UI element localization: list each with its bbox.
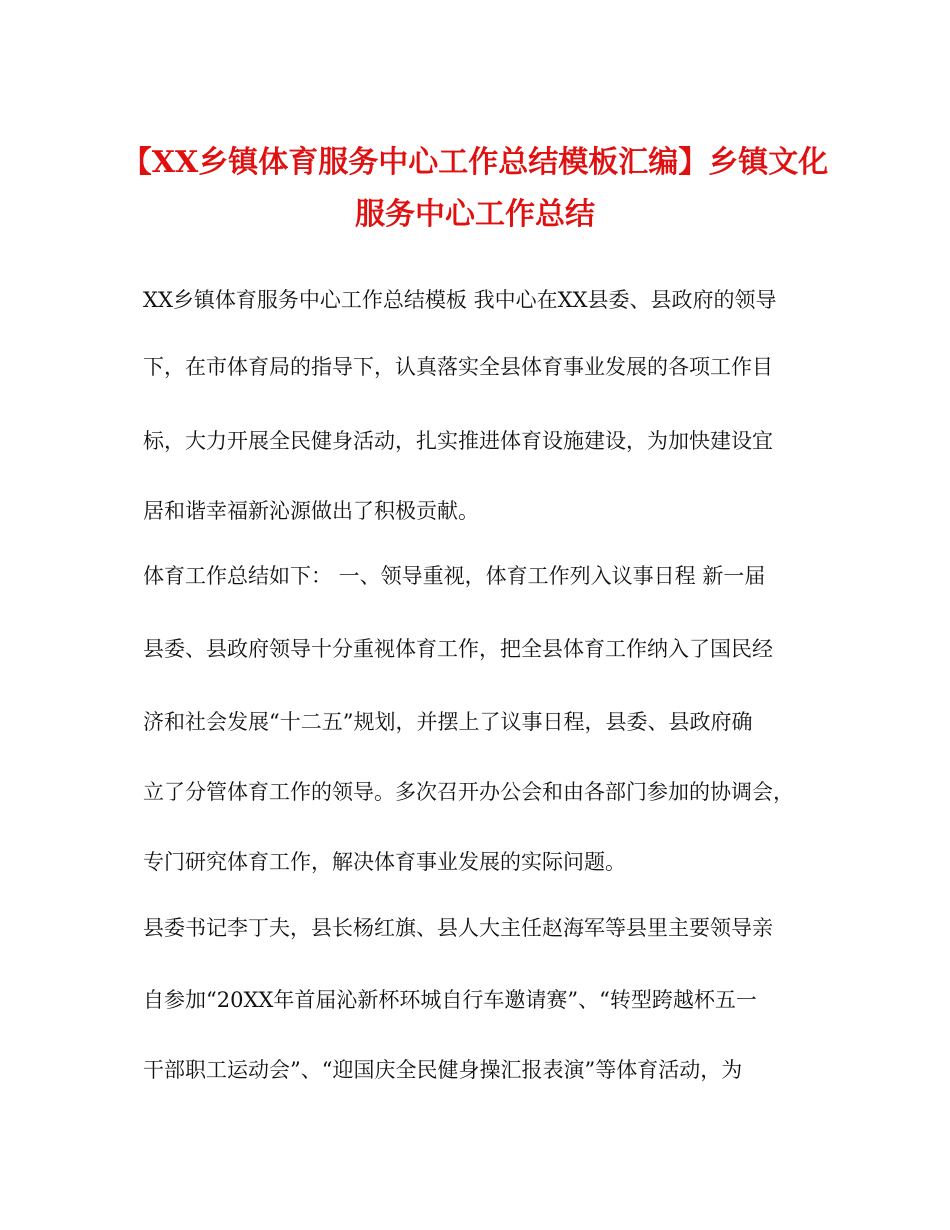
paragraph-1-line-4: 居和谐幸福新沁源做出了积极贡献。	[143, 499, 479, 523]
document-title-line-2: 服务中心工作总结	[355, 197, 595, 232]
document-title-line-1: 【XX乡镇体育服务中心工作总结模板汇编】乡镇文化	[121, 145, 829, 180]
paragraph-2-line-5: 专门研究体育工作，解决体育事业发展的实际问题。	[143, 850, 626, 874]
paragraph-3-line-1: 县委书记李丁夫，县长杨红旗、县人大主任赵海军等县里主要领导亲	[143, 916, 773, 940]
paragraph-2-line-1: 体育工作总结如下： 一、领导重视，体育工作列入议事日程 新一届	[143, 564, 766, 588]
paragraph-3-line-3: 干部职工运动会”、“迎国庆全民健身操汇报表演”等体育活动，为	[143, 1058, 743, 1082]
paragraph-1-line-1: XX乡镇体育服务中心工作总结模板 我中心在XX县委、县政府的领导	[143, 288, 777, 312]
paragraph-3-line-2: 自参加“20XX年首届沁新杯环城自行车邀请赛”、“转型跨越杯五一	[143, 988, 757, 1012]
paragraph-1-line-2: 下，在市体育局的指导下，认真落实全县体育事业发展的各项工作目	[143, 355, 773, 379]
paragraph-2-line-2: 县委、县政府领导十分重视体育工作，把全县体育工作纳入了国民经	[143, 637, 773, 661]
paragraph-2-line-3: 济和社会发展“十二五”规划，并摆上了议事日程，县委、县政府确	[143, 710, 753, 734]
paragraph-2-line-4: 立了分管体育工作的领导。多次召开办公会和由各部门参加的协调会，	[143, 780, 794, 804]
paragraph-1-line-3: 标，大力开展全民健身活动，扎实推进体育设施建设，为加快建设宜	[143, 429, 773, 453]
